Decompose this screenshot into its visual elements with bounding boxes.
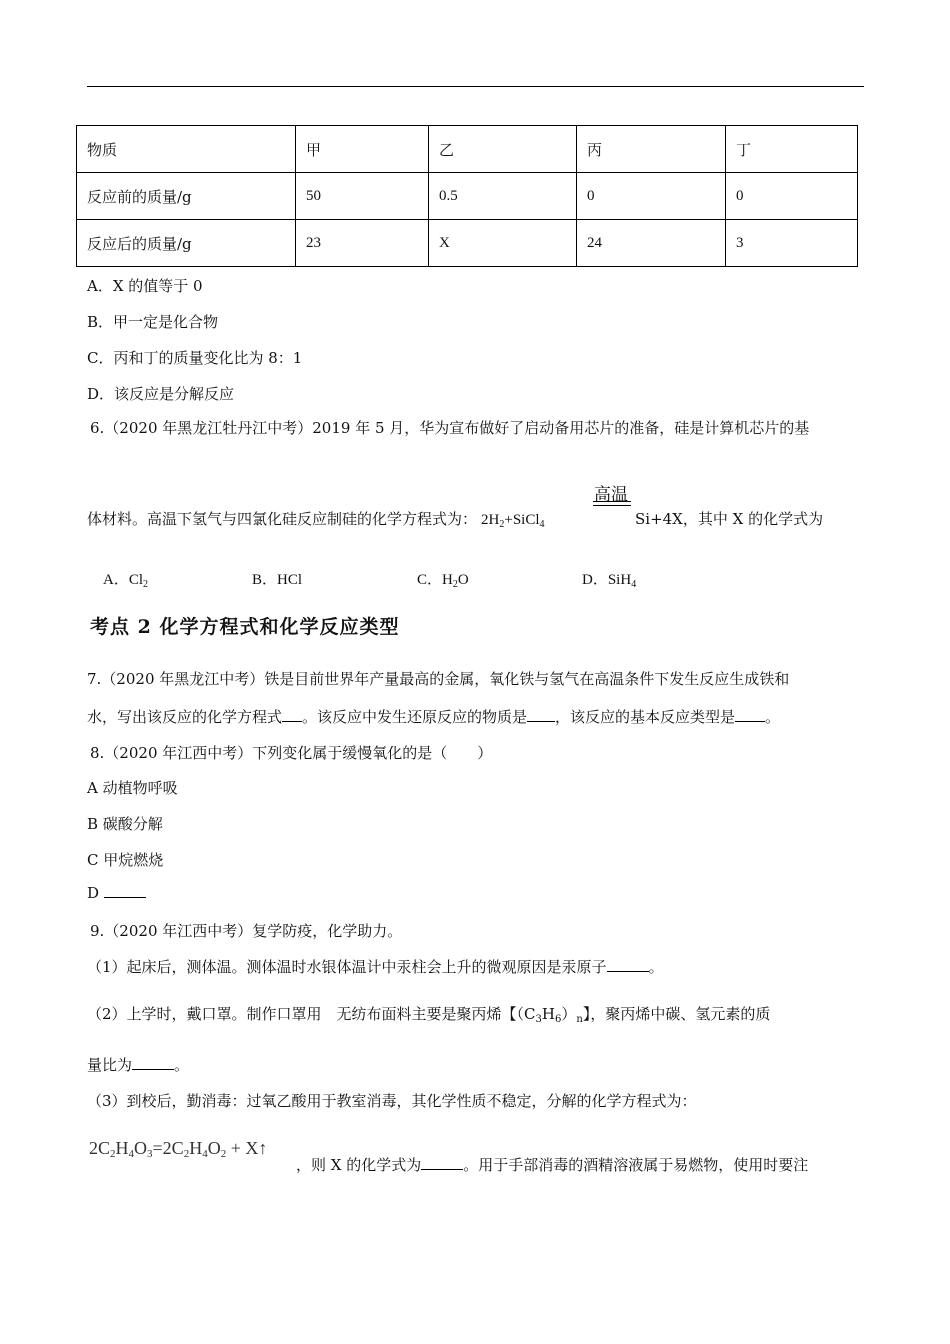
answer-blank[interactable]: [421, 1157, 463, 1170]
answer-blank[interactable]: [104, 885, 146, 898]
table-cell: 丙: [577, 126, 726, 173]
q9-part2-line1: [87, 1003, 770, 1024]
q7-stem-line2: [87, 706, 780, 727]
eq-sub: 4: [128, 1148, 135, 1160]
table-cell: 反应前的质量/g: [77, 173, 296, 220]
q6-option-a: [103, 568, 148, 589]
q8-option-c: C 甲烷燃烧: [87, 851, 164, 869]
table-cell: 物质: [77, 126, 296, 173]
table-cell: 24: [577, 220, 726, 267]
option-sub: 2: [143, 579, 149, 590]
table-cell: 3: [726, 220, 858, 267]
table-cell: 0: [577, 173, 726, 220]
q9-equation: [89, 1138, 267, 1159]
table-row: [77, 173, 858, 220]
table-cell: 甲: [296, 126, 429, 173]
q5-option-c: C．丙和丁的质量变化比为 8：1: [87, 349, 303, 367]
q6-equals-sign: [593, 501, 631, 506]
table-cell: X: [429, 220, 577, 267]
q6-equation-right: Si+4X，其中 X 的化学式为: [635, 510, 824, 528]
q9-text: 。用于手部消毒的酒精溶液属于易燃物，使用时要注: [463, 1156, 809, 1174]
q7-text: 。: [765, 708, 781, 726]
q9-part3: （3）到校后，勤消毒：过氧乙酸用于教室消毒，其化学性质不稳定，分解的化学方程式为：: [87, 1092, 697, 1110]
mass-table: [76, 125, 858, 267]
q9-part3-continued: [296, 1154, 808, 1175]
q7-text: 。该反应中发生还原反应的物质是: [302, 708, 528, 726]
answer-blank[interactable]: [607, 959, 649, 972]
option-label: B．HCl: [252, 572, 303, 588]
q9-text: 量比为: [87, 1056, 133, 1074]
answer-blank[interactable]: [527, 709, 555, 722]
q9-stem: 9.（2020 年江西中考）复学防疫，化学助力。: [90, 922, 403, 940]
option-label: A．Cl: [103, 572, 144, 588]
table-header-row: [77, 126, 858, 173]
eq-text: 2H: [481, 512, 500, 528]
q9-part1: [87, 956, 664, 977]
q6-equation-left: [481, 512, 545, 528]
eq-sub: 2: [110, 1148, 116, 1160]
q9-text: 】，聚丙烯中碳、氢元素的质: [582, 1005, 771, 1023]
q6-option-d: [582, 568, 636, 589]
option-tail: O: [457, 572, 469, 588]
table-cell: 0.5: [429, 173, 577, 220]
table-row: [77, 220, 858, 267]
q8-option-a: A 动植物呼吸: [87, 779, 178, 797]
formula-sub: 6: [555, 1014, 562, 1025]
q9-text: H: [541, 1005, 555, 1023]
q6-option-b: [252, 568, 302, 589]
table-cell: 丁: [726, 126, 858, 173]
table-cell: 23: [296, 220, 429, 267]
q5-option-d: D．该反应是分解反应: [87, 385, 235, 403]
eq-sub: 4: [539, 519, 545, 530]
eq-text: H: [189, 1138, 203, 1158]
q9-text: 。: [648, 958, 664, 976]
option-label: D: [87, 884, 100, 902]
option-sub: 2: [452, 579, 458, 590]
q7-stem-line1: 7.（2020 年黑龙江中考）铁是目前世界年产量最高的金属，氧化铁与氢气在高温条件下发生反应生成铁和: [87, 670, 790, 688]
q9-text: ）: [561, 1005, 577, 1023]
eq-sub: 2: [220, 1148, 227, 1160]
table-cell: 乙: [429, 126, 577, 173]
q9-text: （2）上学时，戴口罩。制作口罩用 无纺布面料主要是聚丙烯【（C: [87, 1005, 536, 1023]
table-cell: 反应后的质量/g: [77, 220, 296, 267]
header-rule: [87, 86, 864, 87]
q6-stem-line2: [87, 508, 545, 529]
eq-sub: 4: [202, 1148, 208, 1160]
q5-option-b: B．甲一定是化合物: [87, 313, 219, 331]
eq-sub: 2: [183, 1148, 190, 1160]
eq-text: =2C: [152, 1138, 184, 1158]
q7-text: 水，写出该反应的化学方程式: [87, 708, 283, 726]
q6-condition: 高温: [594, 485, 628, 505]
option-label: D．SiH: [582, 572, 632, 588]
answer-blank[interactable]: [132, 1057, 174, 1070]
q6-option-c: [417, 568, 469, 589]
table-cell: 50: [296, 173, 429, 220]
table-cell: 0: [726, 173, 858, 220]
eq-text: + X↑: [226, 1138, 268, 1158]
formula-sub: 3: [535, 1014, 542, 1025]
q9-text: ，则 X 的化学式为: [296, 1156, 422, 1174]
eq-text: H: [115, 1138, 129, 1158]
answer-blank[interactable]: [282, 709, 302, 722]
q7-text: ，该反应的基本反应类型是: [555, 708, 736, 726]
q6-stem-line1: 6.（2020 年黑龙江牡丹江中考）2019 年 5 月，华为宣布做好了启动备用芯片的准备，硅是计算机芯片的基: [90, 419, 810, 437]
q6-line2-prefix: 体材料。高温下氢气与四氯化硅反应制硅的化学方程式为：: [87, 510, 478, 528]
eq-text: 2C: [89, 1138, 111, 1158]
section-heading: 考点 2 化学方程式和化学反应类型: [90, 616, 400, 638]
q8-option-b: B 碳酸分解: [87, 815, 163, 833]
eq-text: +SiCl: [504, 512, 540, 528]
eq-text: O: [134, 1138, 148, 1158]
q5-option-a: A．X 的值等于 0: [87, 277, 203, 295]
eq-sub: 2: [499, 519, 505, 530]
q9-part2-line2: [87, 1054, 189, 1075]
answer-blank[interactable]: [735, 709, 765, 722]
eq-sub: 3: [147, 1148, 153, 1160]
option-sub: 4: [631, 579, 637, 590]
q8-stem: 8.（2020 年江西中考）下列变化属于缓慢氧化的是（ ）: [90, 744, 493, 762]
q8-option-d: [87, 884, 146, 902]
q9-text: （1）起床后，测体温。测体温时水银体温计中汞柱会上升的微观原因是汞原子: [87, 958, 607, 976]
q9-text: 。: [174, 1056, 190, 1074]
eq-text: O: [207, 1138, 221, 1158]
option-label: C．H: [417, 572, 453, 588]
formula-sub: n: [576, 1014, 583, 1025]
